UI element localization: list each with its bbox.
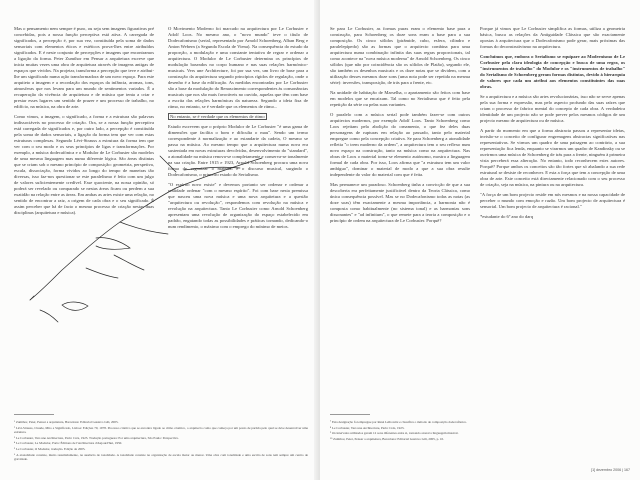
footnote: ¹⁰ Zumthor, Peter, Pensar a arquitetura, Barcelona: Editorial Gustavo Gili, 2005, p. 10. [330,436,445,441]
highlighted-phrase [168,114,308,120]
footnotes-left [14,420,308,463]
page-folio: [1] dezembro 2006 | 167 [591,468,630,472]
footnote: ² Lévi-Strauss, Claude, Mito e Significado, Lisboa: Edições 70, 1978. Processo criativo que se encontra ligado ao ritmo cósmico, o arquitecto como que começa por um ponto de partida pelo qual se deve desenvolver uma estrutura. [14,425,308,435]
footnote: ³ Le Corbusier, Vers une Architecture, Paris: Crès, 1923. Tradução portuguesa: Por uma arquitectura, São Paulo: Perspectiva. [14,435,179,440]
paragraph: Na unidade de habitação de Marselha, o apartamento são feitos com base em modelos que se encaixam. Tal como no Serialismo que é feito pela repetição da série ou pelas suas variantes. [330,90,470,107]
paragraph: Mas permanece um paradoxo. Schoenberg tinha a convicção de que a sua descoberta era perfeitamente justificável dentro da Teoria Clássica, como única consequência possível. Mas se no Dodecafonismo todas as notas (as doze soas) têm exactamente a mesma importância, a harmonia não é composta como habitualmente (no sistema tonal) e as harmonias sons dissonantes" e "ad infinitum", o que remete para a teoria a composição e o princípio de ordem na arquitectura de Le Corbusier. Porquê? [330,182,470,223]
footnote-divider [14,414,54,415]
footnote: ⁴ Le Corbusier, Le Modulor, Paris: Éditions de l'Architecture d'Aujourd'hui, 1950. [14,441,123,446]
left-column-1 [14,26,154,220]
right-column-2 [480,26,625,224]
paragraph: Mas o pensamento nem sempre é puro, ou seja sem imagens figurativas pré concebidas, pois a nossa função perceptiva está ativa. A carregada de significados, a percepção é, por sua vez, constituída pela soma de dados sensoriais com elementos éticos e estéticos prova-lhes entre atribuídos significados. E é neste conjunto de percepções e imagens que encontramos a ligação da forma. Peter Zumthor em Pensar a arquitetura escreve que inicia muitas vezes uma obra de arquitetura através de imagens antigas de espaços que vividos. Na projetar, transforma a percepção que teve e atribui-lhe um significado numa ação transformadora de um novo espaço. Para este arquiteto a imagem e a recordação dos espaços da infância, aromas, tons, atmosferas que nos levam para um mundo de sentimentos variados. É a recuperação da vivência de arquitetura e de música que tenta a criar e prestar esses lugares um sentido de prazer e um processo de trabalho, no edifício, na música, na obra de arte. [14,26,154,109]
right-column-1 [330,26,470,228]
pen-stroke [30,222,120,300]
footnote: ⁵ Le Corbusier, O Modulor, tradução. Edição de 2005. [14,446,86,451]
highlight-box: No entanto, se é verdade que os elementos de ritmo [170,114,265,119]
author-note: *estudante do 6º ano do darq [480,214,534,219]
paragraph: Se a arquitectura e a música são artes revolucionárias, isso não se serve apenas pela sua forma e expressão, mas pelo aspecto profundo das suas raízes que criam o processo de fabrico mental do concepto de cada obra. A verdadeira identidade de um projecto não se pode prever pelos mesmos códigos de um projecto mesmo de arquitectura ou de música. [480,94,625,123]
pen-stroke [40,310,58,322]
paragraph: Se para Le Corbusier, as formas puras eram o elemento base para a construção, para Schoenberg os doze sons eram a base para a sua composição. Os cinco sólidos (pirâmide, cubo, esfera, cilindro e paralelepípedo) são as formas que o arquitecto combina para uma arquitectura numa combinação infinita das suas regras proporcionais, tal como acontece na "nova música moderna" de Arnold Schoenberg. Os cinco sólidos (que não por coincidência são os sólidos de Platão), segundo ele, são também os desenhos musicais e os doze notas que se dividem, com a utilização desses mesmos doze sons (uma nota pode ser repetida na mesma série): inversões, transposição, de trás para a frente, etc. [330,26,470,85]
paragraph: Porque já vimos que Le Corbusier simplifica as formas, utiliza a geometria básica, busca as relações da Antiguidade Clássica que são exactamente opostas à arquitectura que o Dodecafonismo pode gerar, mais próximas das formas do deconstrutivismo na arquitectura. [480,26,625,49]
pen-stroke [30,296,34,300]
footnote: ¹ Zumthor, Peter, Pensar a arquitetura, Barcelona: Editorial Gustavo Gili, 2005. [14,420,119,424]
paragraph: O Movimento Moderno foi marcado na arquitectura por Le Corbusier e Adolf Loos. No mesmo ano, o "novo mundo" teve o título de Dodecafonismo (serial, representado por Arnold Schoenberg, Alban Berg e Anton Webern (a Segunda Escola de Viena). Na consequência do estudo da proporção, a modulação e uma constante tentativa de regrar e ordenar a arquitectura. O Modulor de Le Corbusier determina os princípios de modulação baseados no corpo humano e nas suas relações harmónico-musicais. Vers une Architecture, foi por sua vez, um livro de base para a construção da arquitectura segundo princípios rígidos de regulação, onde o desenho é a base da edificação. As medidas encontradas por Le Corbusier são a base da modulação do Renascimento correspondentes às consonâncias musicais que nos são mais favoráveis no ouvido, aquelas que têm com base a escrita das relações harmónicas da natureza. Segundo a ideia fixa de ritmo, no entanto, se é verdade que os elementos de ritmo... [168,26,308,109]
right-page [320,0,640,480]
conclusion-paragraph: Concluímos que, embora o Serialismo se equipare ao Modernismo de Le Corbusier pela clara ideologia de concepção e busca de uma regra, os "instrumentos de trabalho" do Modulor e os "instrumentos de trabalho" do Serialismo de Schoenberg geram formas distintas, devido à hierarquia de valores que cada um atribui aos elementos constituintes das suas obras. [480,54,625,89]
pen-stroke [62,302,88,310]
paragraph: Estudo escrevem que o próprio Modulor de Le Corbusier "é uma gama de dimensões que facilita o bom e dificulta o mau". Sendo um termo correspondente à normalização e ao estandarte da cadeia, O mesmo se passa na música. Ao mesmo tempo que a arquitectura numa nova era sustentada em novas estruturas devolvidas, desenvolvimento do "standard", a atonalidade na música renova-se completamente e conserva-se tonalmente na sua criação. Entre 1915 e 1923, Arnold Schoenberg procura uma nova forma de organizar o material e o discurso musical, surgindo o Dodecafonismo, o primeiro estado do Serialismo. [168,124,308,177]
paragraph: Como vimos, a imagem, o significado, a forma e a estrutura são palavras indissociáveis no processo de criação. Ora, se a nossa função perceptiva está carregada de significados e, por outro lado, a percepção é constituída pela soma de dados sensoriais, a ligação da forma tem que ver com estas estruturas complexas. Segundo Lévi-Strauss a estrutura da forma tem que ver com o seu modo e os seus princípios de ligas e transformações. Por exemplo, a música dodecafónica e o Modulor de Le Corbusier são modelos de uma mesma linguagem mas numa diferente lógica. São áreas distintas que se criam sob o mesmo princípio de composição: geometria, perspetiva, escala, dissociação, forma vividos ao longo do tempo de maneiras tão diversas, isso faz-nos questionar se este paralelismo é feito com um julgo de valores suficientemente credível. Esse quociente, na nossa opinião, só poderá ser revelado ou comparado se nestas áreas ficam ou perdem a sua exatidão na relação entre as áreas. Em ambas as artes existe uma relação, no sentido de encontrar a raiz, a origem de cada obra e o seu significado. É assim perceber que há de facto o mesmo processo de criação nestas duas disciplinas (arquitetura e música). [14,114,154,215]
pen-stroke [96,238,130,250]
pen-stroke [114,255,144,270]
footnotes-right [330,420,625,442]
pen-stroke [86,268,118,278]
left-column-2 [168,26,308,234]
paragraph: O paralelo com a música serial pode também fazer-se com outros arquitectos modernos, por exemplo Adolf Loos. Tanto Schoenberg como Loos rejeitam pela abolição do ornamento, o que fez deles duas personagens de rupturas em relação ao passado, tanto pelo material empregue como pela concepção criativa. Se para Schoenberg a atonalidade refletia "o trem moderno da ordem", a arquitectura tem o seu reflexo num novo espaço na construção, tanto na música como na arquitectura. Nas obras de Loos o material torna-se elemento autónomo, mostra a linguagem formal de cada obra. Por isso, Loos afirma que "a estrutura tem um valor ambíguo", dominar o material de modo a que a sua obra resulte independente do valor do material com que é feita. [330,112,470,177]
footnote: ⁸ Le Corbusier, Vers une Architecture, Paris: Crès, 1923. [330,425,405,430]
paragraph: "O espírito novo existe" e devemos portanto ser ordenar e ordenar a realidade ordenar "com o mesmo espírito". Foi com base nesta premissa que nasceu uma nova música e uma nova arquitetura e a questão "arquitectura ou revolução", respondemos com revolução na música e revolução na arquitectura. Tanto Le Corbusier como Arnold Schoenberg apresentam uma revolução de organização do espaço estabelecido em padrão, engatando todas as possibilidades e práticas tornando, dedicando-o num rendimento, o máximo com o emprego do mínimo de meios. [168,182,308,229]
quote-paragraph: "A força de um bom projecto reside em nós mesmos e na nossa capacidade de perceber o mundo com emoção e razão. Um bom projecto de arquitectura é sensorial. Um bom projecto de arquitectura é racional." [480,192,625,209]
footnote-divider [330,414,370,415]
pen-stroke [120,222,168,234]
footnote: ⁷ Esta designação foi empregue por René Leibowitz e classifica o método de composição dodecafónico. [330,420,467,424]
footnote: ⁶ A atonalidade consiste, muito resumidamente, na ausência de tonalidade. A tonalidade consiste na organização de escala maior ou menor. Uma obra com tonalidade e uma escrita de sons tem sempre um centro de gravidade. [14,452,308,462]
footnote: ⁹ Os intervalos utilizados geram 12 sons diferentes entre si, tornando atonal a linguagem musical. [330,431,459,436]
paragraph: A partir do momento em que a forma abstracta passou a representar ideias, invisão-se o conceito de configurar engrenagens abstractas significativas nas representativas. Se virmos um quadro de uma paisagem ao contrário, a sua representação fica lenda, enquanto se virarmos um quadro de Kandinsky ou se ouvirmos uma música de Schoenberg de trás para a frente, ninguém à primeira vista perceberá essa alteração. No entanto, todo reconhecem estes autores. Porquê? Porque ambos os conceitos são tão fortes que só abalando a sua rede estrutural se desiste de reconhecer. E esta a força que tem a concepção de uma obra de arte. Este conceito está directamente relacionado com o seu processo de criação, seja na música, na pintura ou na arquitectura. [480,128,625,187]
